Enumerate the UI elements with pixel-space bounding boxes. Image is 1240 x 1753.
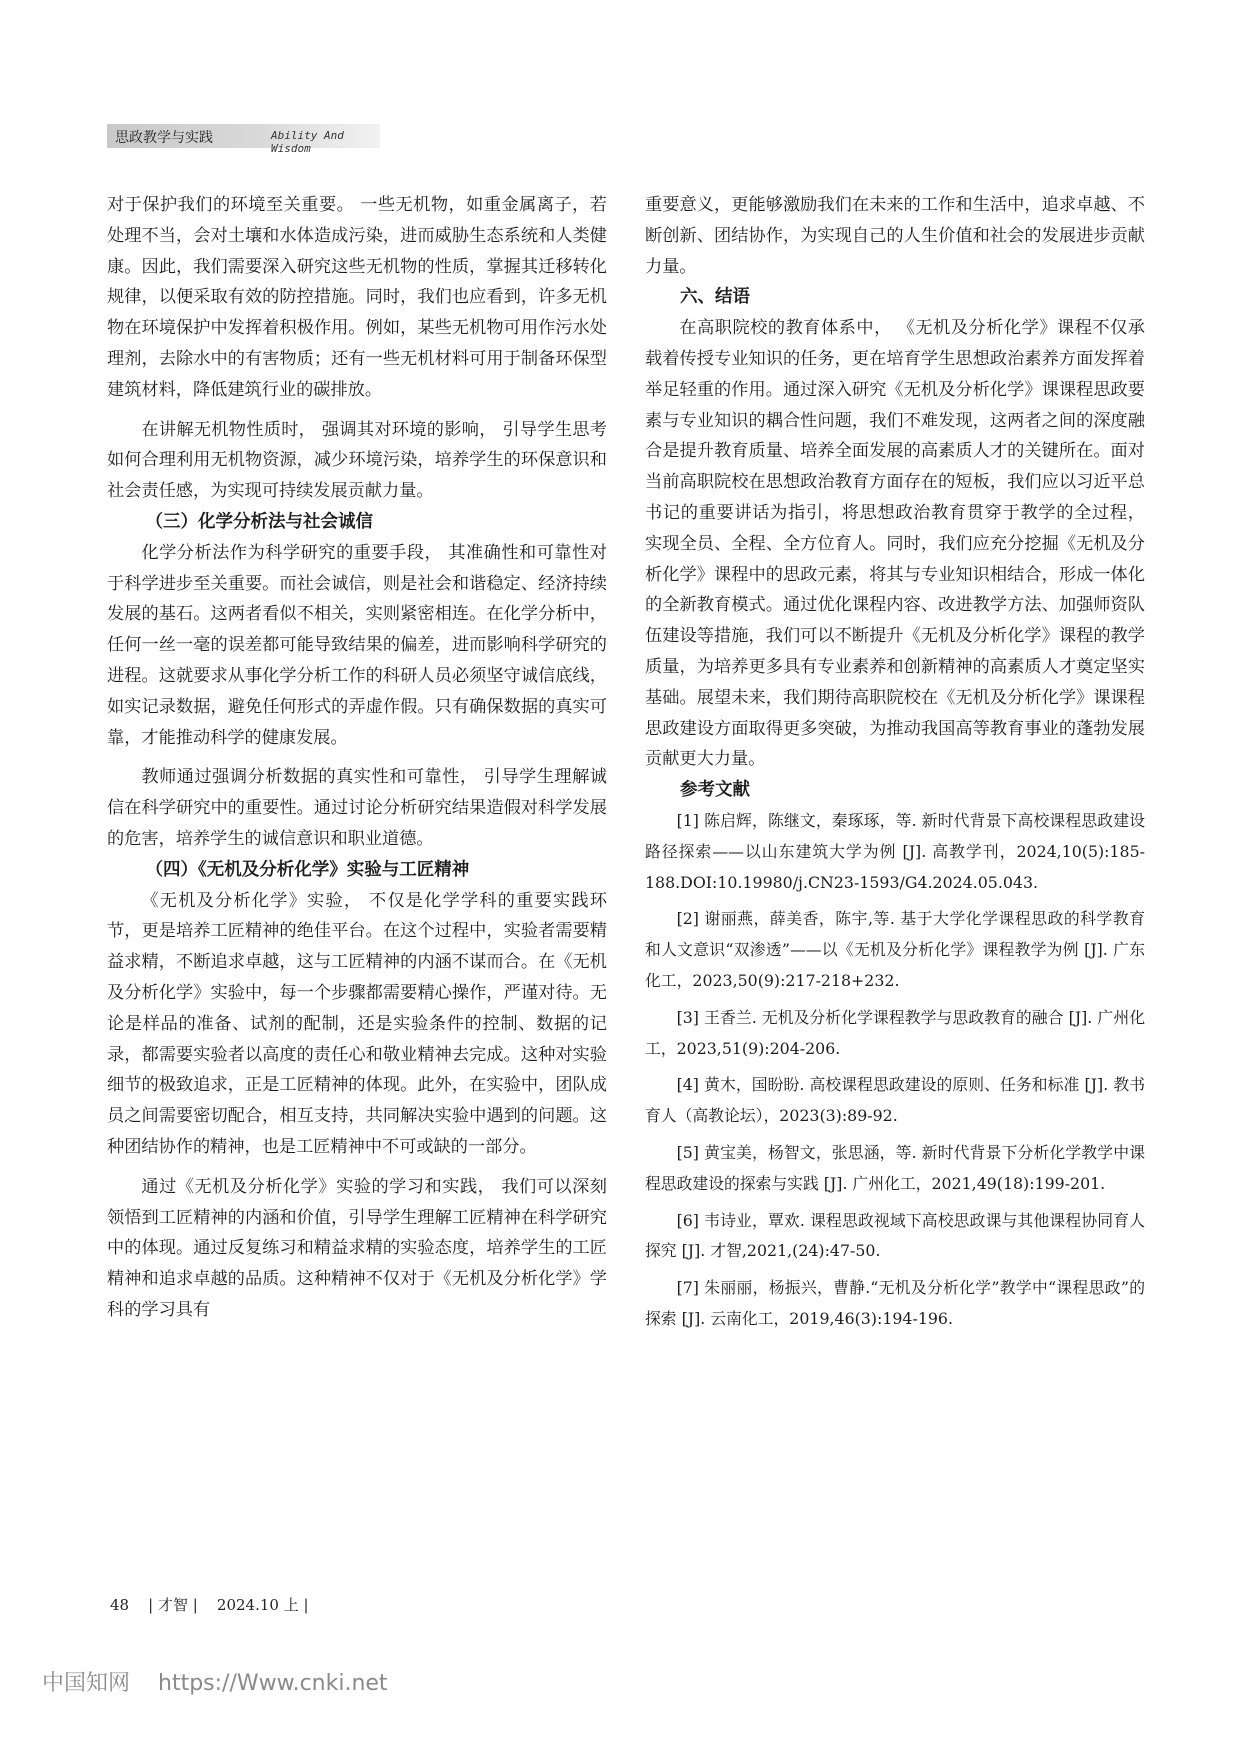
reference-item: [2] 谢丽燕，薛美香，陈宇,等. 基于大学化学课程思政的科学教育和人文意识“双渗透”——以《无机及分析化学》课程教学为例 [J]. 广东化工，2023,50(9):217-218+232.	[645, 909, 1145, 990]
references-heading: 参考文献	[680, 780, 750, 801]
page-number: 48	[110, 1596, 130, 1614]
paragraph: 对于保护我们的环境至关重要。 一些无机物，如重金属离子，若处理不当，会对土壤和水体造成污染，进而威胁生态系统和人类健康。因此，我们需要深入研究这些无机物的性质，掌握其迁移转化规律，以便采取有效的防控措施。同时，我们也应看到，许多无机物在环境保护中发挥着积极作用。例如，某些无机物可用作污水处理剂，去除水中的有害物质；还有一些无机材料可用于制备环保型建筑材料，降低建筑行业的碳排放。	[107, 195, 607, 400]
reference-item: [4] 黄木，国盼盼. 高校课程思政建设的原则、任务和标准 [J]. 教书育人（高教论坛），2023(3):89-92.	[645, 1075, 1145, 1126]
paragraph: 在讲解无机物性质时， 强调其对环境的影响， 引导学生思考如何合理利用无机物资源，减少环境污染，培养学生的环保意识和社会责任感，为实现可持续发展贡献力量。	[107, 419, 607, 502]
section-header	[107, 124, 380, 155]
section-title: 思政教学与实践	[115, 130, 213, 146]
section-heading: （三）化学分析法与社会诚信	[145, 511, 373, 532]
cnki-watermark	[42, 1666, 388, 1697]
paragraph: 重要意义，更能够激励我们在未来的工作和生活中，追求卓越、不断创新、团结协作，为实现自己的人生价值和社会的发展进步贡献力量。	[645, 195, 1145, 277]
reference-item: [6] 韦诗业，覃欢. 课程思政视域下高校思政课与其他课程协同育人探究 [J]. 才智,2021,(24):47-50.	[645, 1210, 1145, 1261]
left-column	[107, 190, 607, 1326]
reference-item: [3] 王香兰. 无机及分析化学课程教学与思政教育的融合 [J]. 广州化工，2023,51(9):204-206.	[645, 1007, 1145, 1058]
reference-list	[645, 806, 1145, 1335]
right-column	[645, 190, 1145, 1335]
section-heading: 六、结语	[680, 287, 750, 308]
reference-item: [5] 黄宝美，杨智文，张思涵，等. 新时代背景下分析化学教学中课程思政建设的探索与实践 [J]. 广州化工，2021,49(18):199-201.	[645, 1142, 1145, 1193]
page-footer	[110, 1594, 309, 1615]
paragraph: 在高职院校的教育体系中， 《无机及分析化学》课程不仅承载着传授专业知识的任务，更在培育学生思想政治素养方面发挥着举足轻重的作用。通过深入研究《无机及分析化学》课课程思政要素与专业知识的耦合性问题，我们不难发现，这两者之间的深度融合是提升教育质量、培养全面发展的高素质人才的关键所在。面对当前高职院校在思想政治教育方面存在的短板，我们应以习近平总书记的重要讲话为指引，将思想政治教育贯穿于教学的全过程， 实现全员、全程、全方位育人。同时，我们应充分挖掘《无机及分析化学》课程中的思政元素，将其与专业知识相结合，形成一体化的全新教育模式。通过优化课程内容、改进教学方法、加强师资队伍建设等措施，我们可以不断提升《无机及分析化学》课程的教学质量，为培养更多具有专业素养和创新精神的高素质人才奠定坚实基础。展望未来，我们期待高职院校在《无机及分析化学》课课程思政建设方面取得更多突破，为推动我国高等教育事业的蓬勃发展贡献更大力量。	[645, 318, 1145, 770]
watermark-url: https://Www.cnki.net	[158, 1671, 388, 1696]
journal-name: | 才智 |	[148, 1596, 198, 1614]
paragraph: 通过《无机及分析化学》实验的学习和实践， 我们可以深刻领悟到工匠精神的内涵和价值，引导学生理解工匠精神在科学研究中的体现。通过反复练习和精益求精的实验态度，培养学生的工匠精神和追求卓越的品质。这种精神不仅对于《无机及分析化学》学科的学习具有	[107, 1176, 607, 1320]
paragraph: 化学分析法作为科学研究的重要手段， 其准确性和可靠性对于科学进步至关重要。而社会诚信，则是社会和谐稳定、经济持续发展的基石。这两者看似不相关，实则紧密相连。在化学分析中，任何一丝一毫的误差都可能导致结果的偏差，进而影响科学研究的进程。这就要求从事化学分析工作的科研人员必须坚守诚信底线，如实记录数据，避免任何形式的弄虚作假。只有确保数据的真实可靠，才能推动科学的健康发展。	[107, 542, 607, 748]
reference-item: [1] 陈启辉，陈继文，秦琢琢，等. 新时代背景下高校课程思政建设路径探索——以山东建筑大学为例 [J]. 高教学刊，2024,10(5):185-188.DOI:10.19980/j.CN23-1593/G4.2024.05.043.	[645, 810, 1145, 892]
watermark-site: 中国知网	[42, 1671, 131, 1696]
section-heading: （四）《无机及分析化学》实验与工匠精神	[145, 859, 470, 880]
reference-item: [7] 朱丽丽，杨振兴，曹静.“无机及分析化学”教学中“课程思政”的探索 [J]. 云南化工，2019,46(3):194-196.	[645, 1278, 1145, 1328]
issue-label: 2024.10 上 |	[216, 1596, 309, 1614]
paragraph: 《无机及分析化学》实验， 不仅是化学学科的重要实践环节，更是培养工匠精神的绝佳平台。在这个过程中，实验者需要精益求精，不断追求卓越，这与工匠精神的内涵不谋而合。在《无机及分析化学》实验中，每一个步骤都需要精心操作，严谨对待。无论是样品的准备、试剂的配制，还是实验条件的控制、数据的记录，都需要实验者以高度的责任心和敬业精神去完成。这种对实验细节的极致追求，正是工匠精神的体现。此外，在实验中，团队成员之间需要密切配合，相互支持，共同解决实验中遇到的问题。这种团结协作的精神，也是工匠精神中不可或缺的一部分。	[107, 890, 607, 1157]
paragraph: 教师通过强调分析数据的真实性和可靠性， 引导学生理解诚信在科学研究中的重要性。通过讨论分析研究结果造假对科学发展的危害，培养学生的诚信意识和职业道德。	[107, 767, 607, 849]
journal-english-name: Ability And Wisdom	[271, 129, 344, 155]
